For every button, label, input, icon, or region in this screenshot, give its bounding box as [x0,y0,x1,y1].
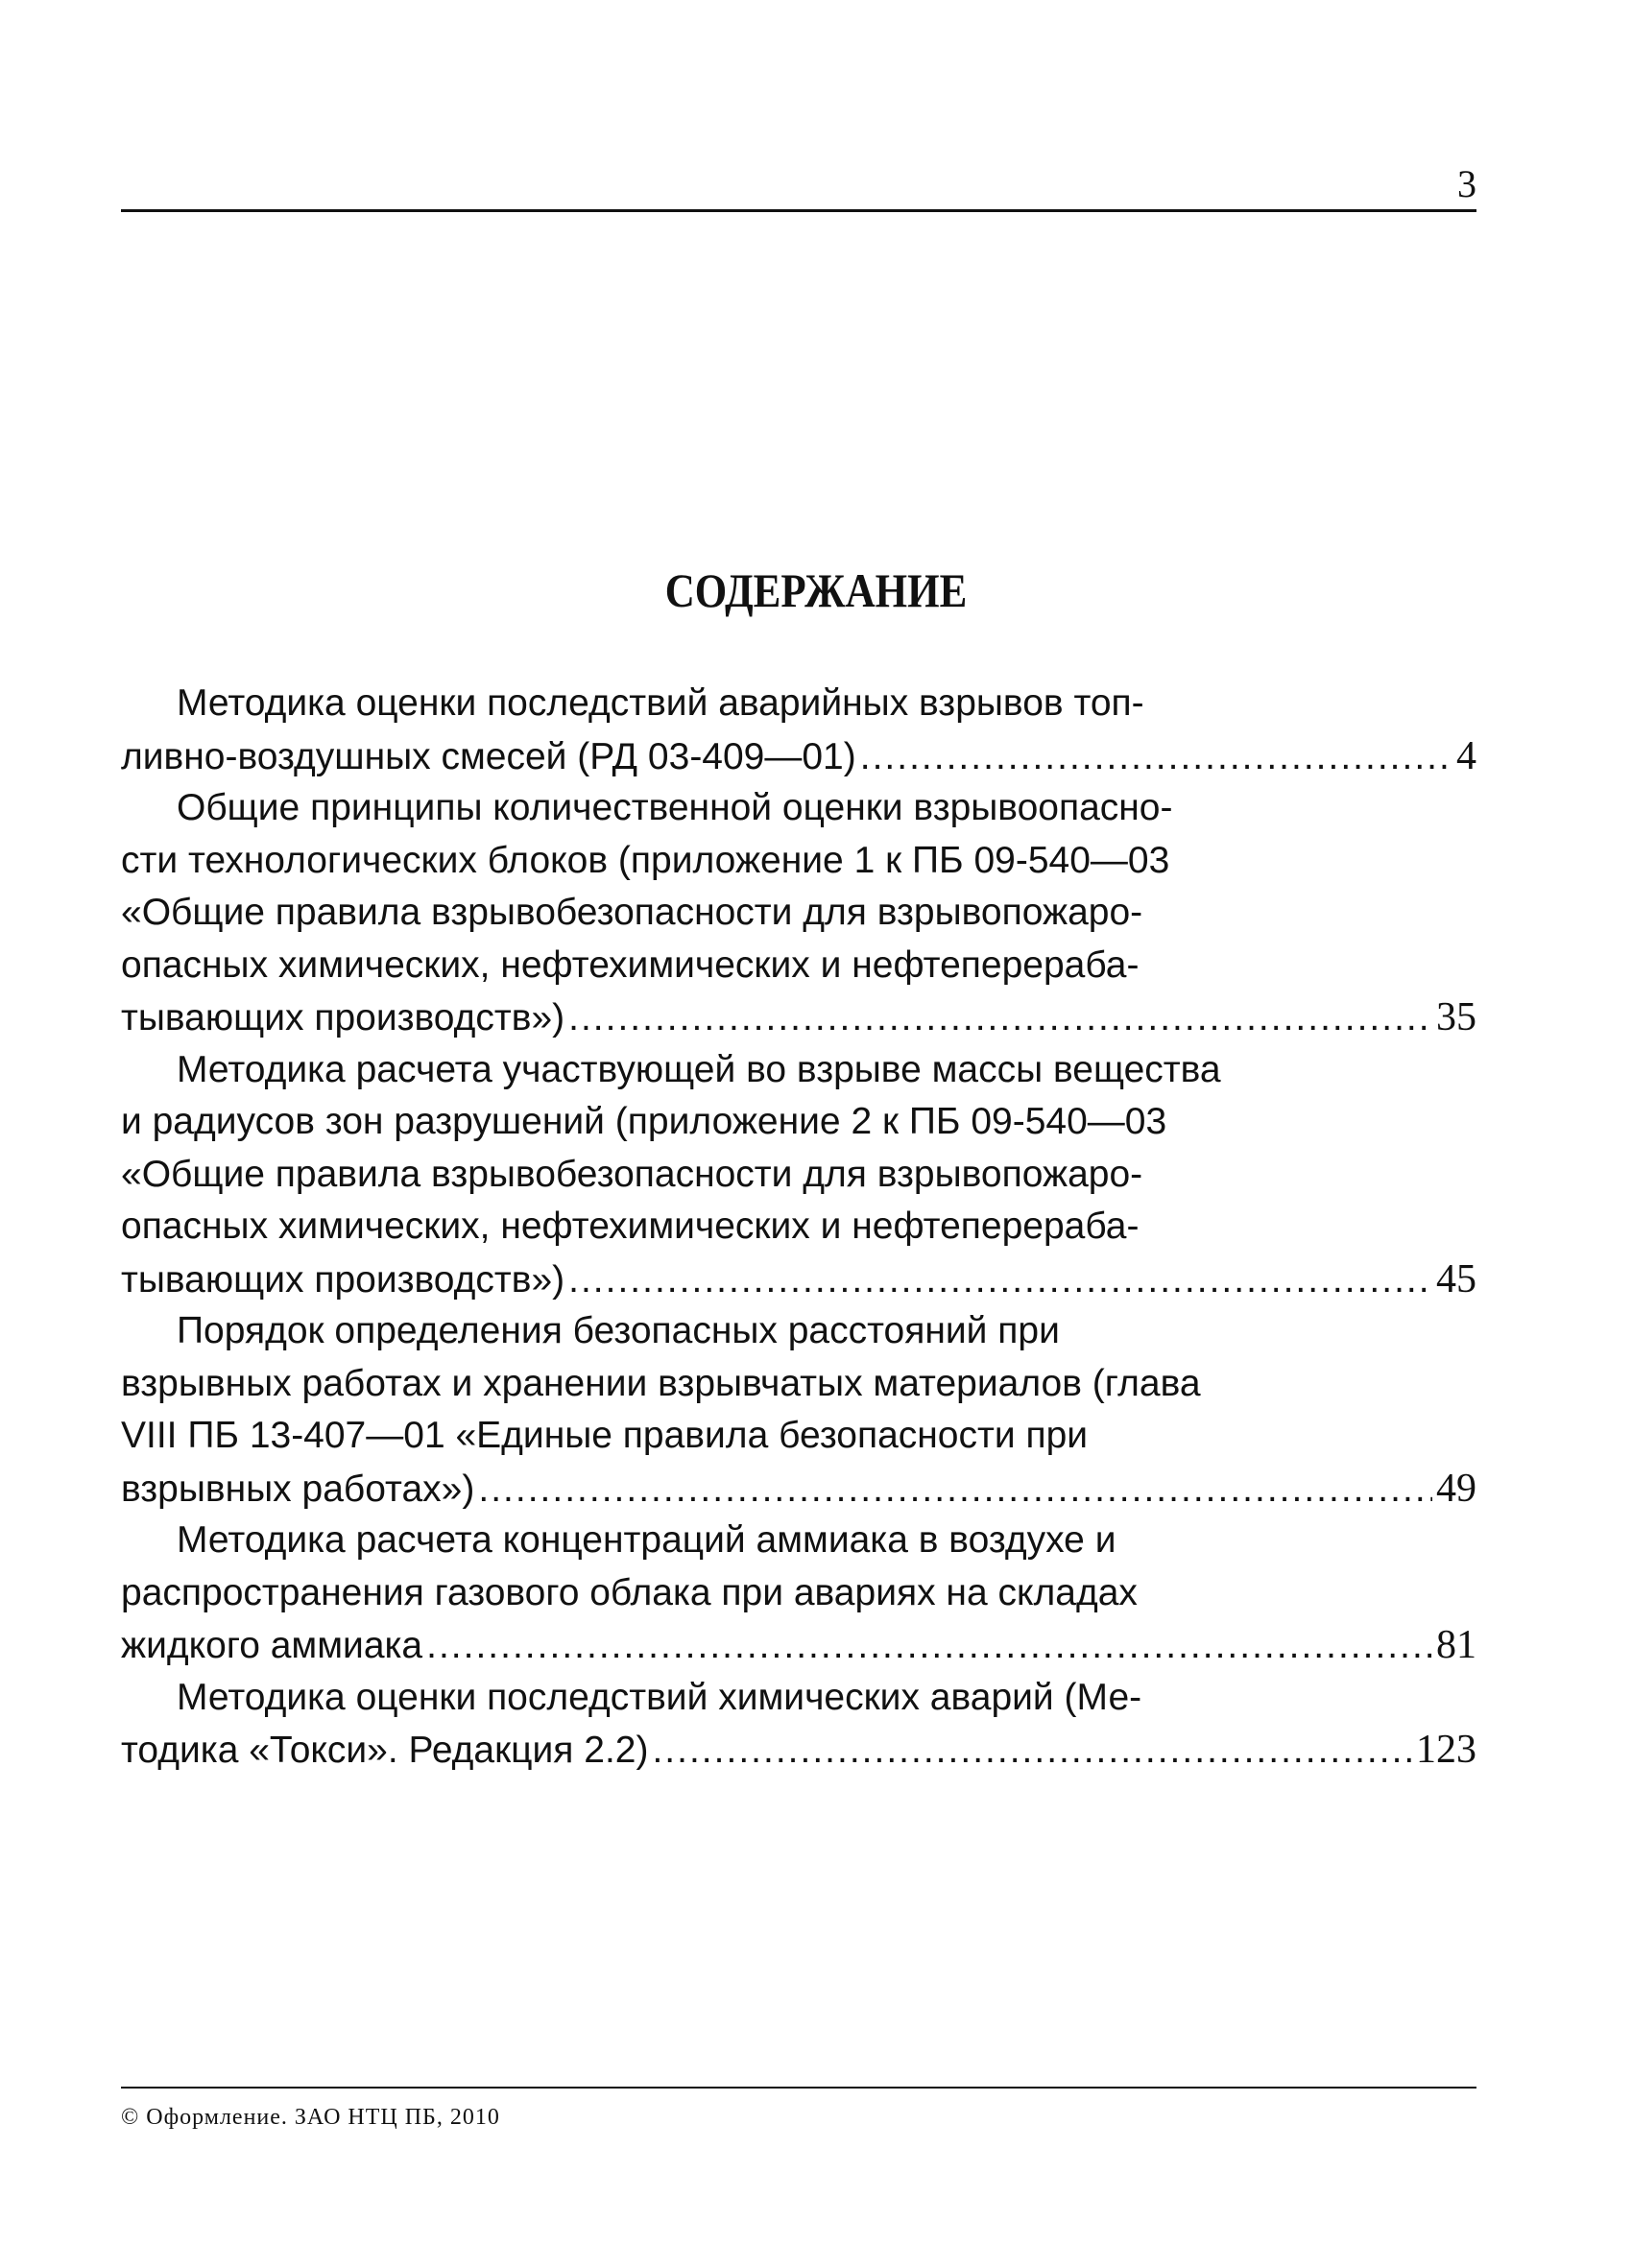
toc-dot-leader [568,992,1432,1044]
toc-entry-text: Общие принципы количественной оценки взрывоопасно- [177,787,1173,828]
toc-page-number: 35 [1436,995,1476,1039]
toc-entry-text: Методика оценки последствий аварийных взрывов топ- [177,682,1144,724]
toc-entry-text: «Общие правила взрывобезопасности для взрывопожаро- [121,892,1143,933]
toc-page-number: 123 [1416,1728,1476,1772]
toc-page-number: 81 [1436,1623,1476,1667]
toc-entry-text: ливно-воздушных смесей (РД 03-409—01) [121,735,856,777]
toc-entry-text: VIII ПБ 13-407—01 «Единые правила безопасности при [121,1415,1089,1456]
toc-entry-text: тывающих производств») [121,1258,565,1301]
table-of-contents [121,678,1476,1777]
toc-entry-text: взрывных работах») [121,1468,475,1510]
toc-entry-text: взрывных работах и хранении взрывчатых материалов (глава [121,1362,1201,1404]
toc-entry-text: «Общие правила взрывобезопасности для взрывопожаро- [121,1153,1143,1195]
toc-entry-text: и радиусов зон разрушений (приложение 2 к ПБ 09-540—03 [121,1101,1167,1142]
toc-entry-text: тодика «Токси». Редакция 2.2) [121,1730,649,1771]
toc-entry-text: Методика расчета концентраций аммиака в воздухе и [177,1519,1116,1561]
toc-dot-leader [426,1620,1432,1672]
toc-entry-text: опасных химических, нефтехимических и нефтеперераба- [121,1206,1140,1247]
toc-dot-leader [478,1464,1432,1516]
toc-entry-text: тывающих производств») [121,997,565,1039]
toc-entry[interactable] [121,1305,1476,1515]
toc-entry-text: сти технологических блоков (приложение 1 к ПБ 09-540—03 [121,839,1170,881]
toc-dot-leader [860,731,1452,783]
footer-rule [121,2087,1476,2089]
page-number: 3 [1457,162,1476,205]
toc-entry-text: Порядок определения безопасных расстояний при [177,1310,1060,1351]
footer-copyright: © Оформление. ЗАО НТЦ ПБ, 2010 [121,2105,500,2130]
toc-entry-text: жидкого аммиака [121,1625,423,1666]
toc-entry[interactable] [121,782,1476,1044]
toc-entry-text: Методика расчета участвующей во взрыве массы вещества [177,1048,1221,1090]
toc-page-number: 49 [1436,1466,1476,1511]
toc-entry-text: Методика оценки последствий химических аварий (Ме- [177,1676,1142,1718]
toc-page-number: 45 [1436,1256,1476,1301]
page-title: СОДЕРЖАНИЕ [664,563,968,617]
toc-page-number: 4 [1456,733,1476,778]
toc-entry[interactable] [121,678,1476,782]
toc-dot-leader [568,1254,1432,1306]
toc-entry-text: распространения газового облака при авариях на складах [121,1571,1138,1613]
toc-dot-leader [652,1725,1412,1777]
header-rule [121,209,1476,212]
toc-entry-text: опасных химических, нефтехимических и нефтеперераба- [121,943,1140,986]
toc-entry[interactable] [121,1672,1476,1777]
toc-entry[interactable] [121,1044,1476,1306]
toc-entry[interactable] [121,1515,1476,1672]
